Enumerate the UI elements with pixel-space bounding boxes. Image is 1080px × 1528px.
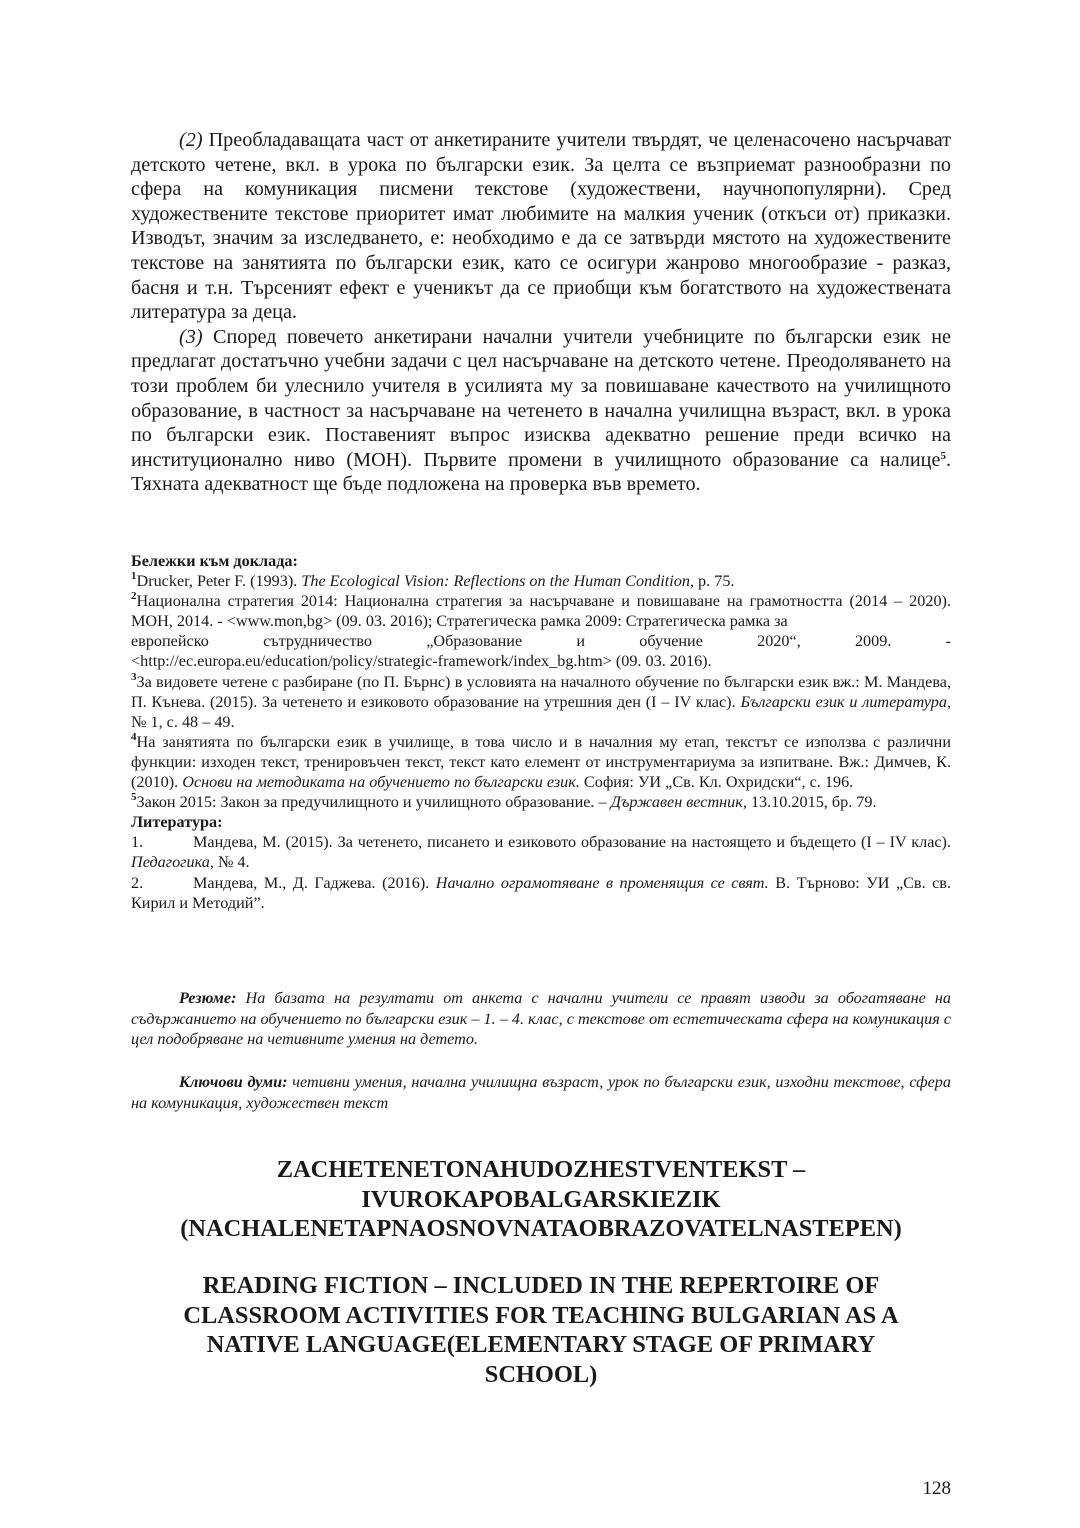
reference-text: № 4. — [213, 853, 250, 872]
footnote-number: 1 — [131, 570, 137, 583]
page-number: 128 — [922, 1478, 951, 1499]
footnote-text: На занятията по български език в училище, в това число и в началния му етап, текстът се използва с различни функции: изходен текст, тренировъчен текст, текст като елемент от инструментариума за изпитване. Вж.: Димчев, К. (2010). — [131, 732, 951, 792]
footnote-text: За видовете четене с разбиране (по П. Бърнс) в условията на началното обучение по български език вж.: М. Мандева, П. Кънева. (2015). За четенето и езиковото образование на утрешния ден (I – IV клас). — [131, 672, 951, 711]
paragraph-marker: (3) — [179, 325, 203, 348]
title-line: (NACHALENETAPNAOSNOVNATAOBRAZOVATELNASTEPEN) — [180, 1215, 902, 1242]
footnote-title: Български език и литература, — [740, 692, 951, 711]
keywords-label: Ключови думи: — [179, 1073, 288, 1091]
paragraph-3 — [131, 325, 951, 497]
keywords — [131, 1072, 951, 1113]
footnote-3 — [131, 672, 951, 732]
abstract — [131, 988, 951, 1050]
abstract-label: Резюме: — [179, 989, 237, 1007]
footnote-text: София: УИ „Св. Кл. Охридски“, с. 196. — [579, 773, 854, 792]
reference-2 — [131, 873, 951, 913]
title-english — [131, 1271, 951, 1389]
footnote-title: Основи на методиката на обучението по български език. — [182, 773, 580, 792]
footnote-text: Drucker, Peter F. (1993). — [136, 572, 302, 591]
paragraph-text: Според повечето анкетирани начални учители учебниците по български език не предлагат достатъчно учебни задачи с цел насърчаване на детското четене. Преодоляването на този проблем би улеснило учителя в усилията му за повишаване качеството на училищното образование, в частност за насърчаване на четенето в начална училищна възраст, вкл. в урока по български език. Поставеният въпрос изисква адекватно решение преди всичко на институционално ниво (МОН). Първите промени в училищното образование са налице — [131, 325, 951, 471]
reference-text: В. Търново: УИ „Св. св. Кирил и Методий”. — [131, 873, 951, 912]
title-line: IVUROKAPOBALGARSKIEZIK — [361, 1185, 721, 1213]
footnote-title: The Ecological Vision: Reflections on the Human Condition — [301, 572, 690, 591]
reference-text: Мандева, М., Д. Гаджева. (2016). — [193, 873, 436, 892]
footnote-2-line: европейско сътрудничество „Образование и обучение 2020“, 2009. - — [131, 632, 951, 651]
footnote-text: № 1, с. 48 – 49. — [131, 712, 235, 731]
footnote-text: Национална стратегия 2014: Национална стратегия за насърчаване и повишаване на грамотността (2014 – 2020). МОН, 2014. - <www.mon,bg> (09. 03. 2016); Стратегическа рамка 2009: Стратегическа рамка за — [131, 592, 951, 631]
title-line: ZACHETENETONAHUDOZHESTVENTEKST – — [276, 1156, 806, 1183]
footnote-number: 5 — [131, 791, 137, 804]
reference-text: Мандева, М. (2015). За четенето, писането и езиковото образование на настоящето и бъдещето (I – IV клас). — [193, 833, 951, 852]
paragraph-text-tail: . Тяхната адекватност ще бъде подложена на проверка във времето. — [131, 448, 951, 496]
footnote-2-url: <http://ec.europa.eu/education/policy/strategic-framework/index_bg.htm> (09. 03. 2016). — [131, 652, 712, 671]
footnote-number: 4 — [131, 730, 137, 743]
title-transliterated — [131, 1155, 951, 1244]
reference-title: Начално ограмотяване в променящия се свят. — [435, 873, 769, 892]
footnote-number: 2 — [131, 590, 137, 603]
footnote-title: Държавен вестник, — [610, 793, 747, 812]
reference-number: 2. — [131, 873, 144, 892]
paragraph-2 — [131, 128, 951, 325]
footnote-4 — [131, 732, 951, 792]
abstract-text: На базата на резултати от анкета с начални учители се правят изводи за обогатяване на съдържанието на обучението по български език – 1. – 4. клас, с текстове от естетическата сфера на комуникация с цел подобряване на четивните умения на детето. — [131, 989, 951, 1049]
title-line: NATIVE LANGUAGE(ELEMENTARY STAGE OF PRIMARY — [206, 1331, 876, 1358]
title-line: SCHOOL) — [484, 1360, 598, 1388]
reference-number: 1. — [131, 833, 144, 852]
footnote-5 — [131, 792, 951, 812]
reference-1 — [131, 832, 951, 872]
body-text — [131, 128, 951, 497]
footnote-ref: 5 — [940, 449, 946, 462]
footnote-1 — [131, 571, 951, 591]
reference-title: Педагогика, — [131, 853, 214, 872]
title-line: READING FICTION – INCLUDED IN THE REPERTOIRE OF — [202, 1272, 880, 1299]
notes-section — [131, 551, 951, 913]
footnote-2 — [131, 591, 951, 631]
footnote-text: , p. 75. — [689, 572, 735, 591]
keywords-text: четивни умения, начална училищна възраст, урок по български език, изходни текстове, сфера на комуникация, художествен текст — [131, 1073, 951, 1112]
footnote-number: 3 — [131, 670, 137, 683]
title-line: CLASSROOM ACTIVITIES FOR TEACHING BULGARIAN AS A — [183, 1301, 899, 1329]
footnote-text: Закон 2015: Закон за предучилищното и училищното образование. – — [136, 793, 611, 812]
paragraph-marker: (2) — [179, 129, 203, 151]
notes-heading: Бележки към доклада: — [131, 552, 298, 570]
footnote-text: 13.10.2015, бр. 79. — [746, 793, 877, 812]
paragraph-text: Преобладаващата част от анкетираните учители твърдят, че целенасочено насърчават детското четене, вкл. в урока по български език. За целта се възприемат разнообразни по сфера на комуникация писмени текстове (художествени, научнопопулярни). Сред художествените текстове приоритет имат любимите на малкия ученик (откъси от) приказки. Изводът, значим за изследването, е: необходимо е да се затвърди мястото на художествените текстове на занятията по български език, като се осигури жанрово многообразие - разказ, басня и т.н. Търсеният ефект е ученикът да се приобщи към богатството на художествената литература за деца. — [131, 129, 951, 324]
literature-heading: Литература: — [131, 813, 223, 832]
